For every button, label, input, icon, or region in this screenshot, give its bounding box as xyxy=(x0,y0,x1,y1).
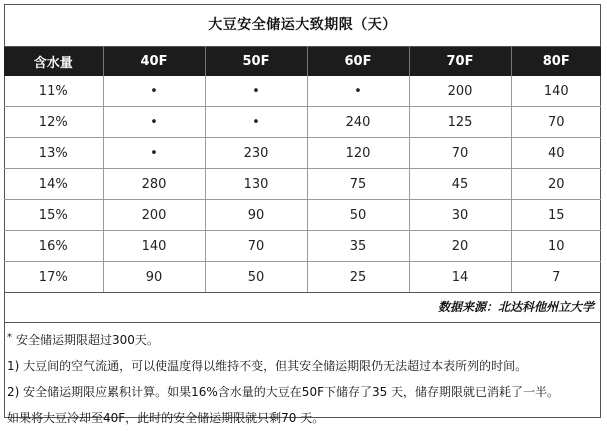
days-cell: • xyxy=(103,107,205,138)
days-cell: 25 xyxy=(307,262,409,293)
days-cell: • xyxy=(205,76,307,107)
table-row xyxy=(4,107,601,138)
days-cell: 140 xyxy=(511,76,601,107)
days-cell: 15 xyxy=(511,200,601,231)
footnote-1: 1) 大豆间的空气流通，可以使温度得以维持不变，但其安全储运期限仍无法超过本表所列的时间。 xyxy=(7,359,528,373)
footnote-0 xyxy=(7,325,600,353)
days-cell: 240 xyxy=(307,107,409,138)
days-cell: 20 xyxy=(511,169,601,200)
asterisk-mark: * xyxy=(7,332,12,343)
days-cell: 125 xyxy=(409,107,511,138)
days-cell: 75 xyxy=(307,169,409,200)
column-header-temp: 70F xyxy=(409,47,511,76)
days-cell: 35 xyxy=(307,231,409,262)
days-cell: 70 xyxy=(205,231,307,262)
moisture-cell: 15% xyxy=(4,200,103,231)
days-cell: • xyxy=(307,76,409,107)
days-cell: 140 xyxy=(103,231,205,262)
table-row xyxy=(4,138,601,169)
table-body xyxy=(4,76,601,293)
days-cell: 90 xyxy=(103,262,205,293)
moisture-cell: 11% xyxy=(4,76,103,107)
column-header-temp: 60F xyxy=(307,47,409,76)
footnotes xyxy=(5,323,600,431)
days-cell: 7 xyxy=(511,262,601,293)
footnote-3: 如果将大豆冷却至40F，此时的安全储运期限就只剩70 天。 xyxy=(7,411,325,425)
moisture-cell: 12% xyxy=(4,107,103,138)
days-cell: 30 xyxy=(409,200,511,231)
data-source: 数据来源：北达科他州立大学 xyxy=(5,293,600,323)
table-row xyxy=(4,231,601,262)
table-row xyxy=(4,262,601,293)
moisture-cell: 14% xyxy=(4,169,103,200)
moisture-cell: 17% xyxy=(4,262,103,293)
column-header-temp: 40F xyxy=(103,47,205,76)
days-cell: 70 xyxy=(409,138,511,169)
moisture-cell: 16% xyxy=(4,231,103,262)
table-title: 大豆安全储运大致期限（天） xyxy=(5,5,600,47)
days-cell: 200 xyxy=(103,200,205,231)
footnote-0-text: 安全储运期限超过300天。 xyxy=(16,333,159,347)
column-header-temp: 50F xyxy=(205,47,307,76)
days-cell: 230 xyxy=(205,138,307,169)
days-cell: 10 xyxy=(511,231,601,262)
table-row xyxy=(4,76,601,107)
days-cell: 20 xyxy=(409,231,511,262)
days-cell: • xyxy=(205,107,307,138)
moisture-cell: 13% xyxy=(4,138,103,169)
days-cell: 50 xyxy=(307,200,409,231)
days-cell: 90 xyxy=(205,200,307,231)
days-cell: 130 xyxy=(205,169,307,200)
header-row xyxy=(4,47,601,76)
days-cell: 40 xyxy=(511,138,601,169)
storage-table-panel xyxy=(4,4,601,425)
days-cell: 14 xyxy=(409,262,511,293)
days-cell: • xyxy=(103,76,205,107)
days-cell: • xyxy=(103,138,205,169)
storage-period-table xyxy=(4,47,601,293)
footnote-2: 2) 安全储运期限应累积计算。如果16%含水量的大豆在50F下储存了35 天，储存期限就已消耗了一半。 xyxy=(7,385,560,399)
table-row xyxy=(4,169,601,200)
column-header-moisture: 含水量 xyxy=(4,47,103,76)
days-cell: 280 xyxy=(103,169,205,200)
days-cell: 200 xyxy=(409,76,511,107)
table-row xyxy=(4,200,601,231)
days-cell: 120 xyxy=(307,138,409,169)
days-cell: 70 xyxy=(511,107,601,138)
column-header-temp: 80F xyxy=(511,47,601,76)
days-cell: 45 xyxy=(409,169,511,200)
days-cell: 50 xyxy=(205,262,307,293)
